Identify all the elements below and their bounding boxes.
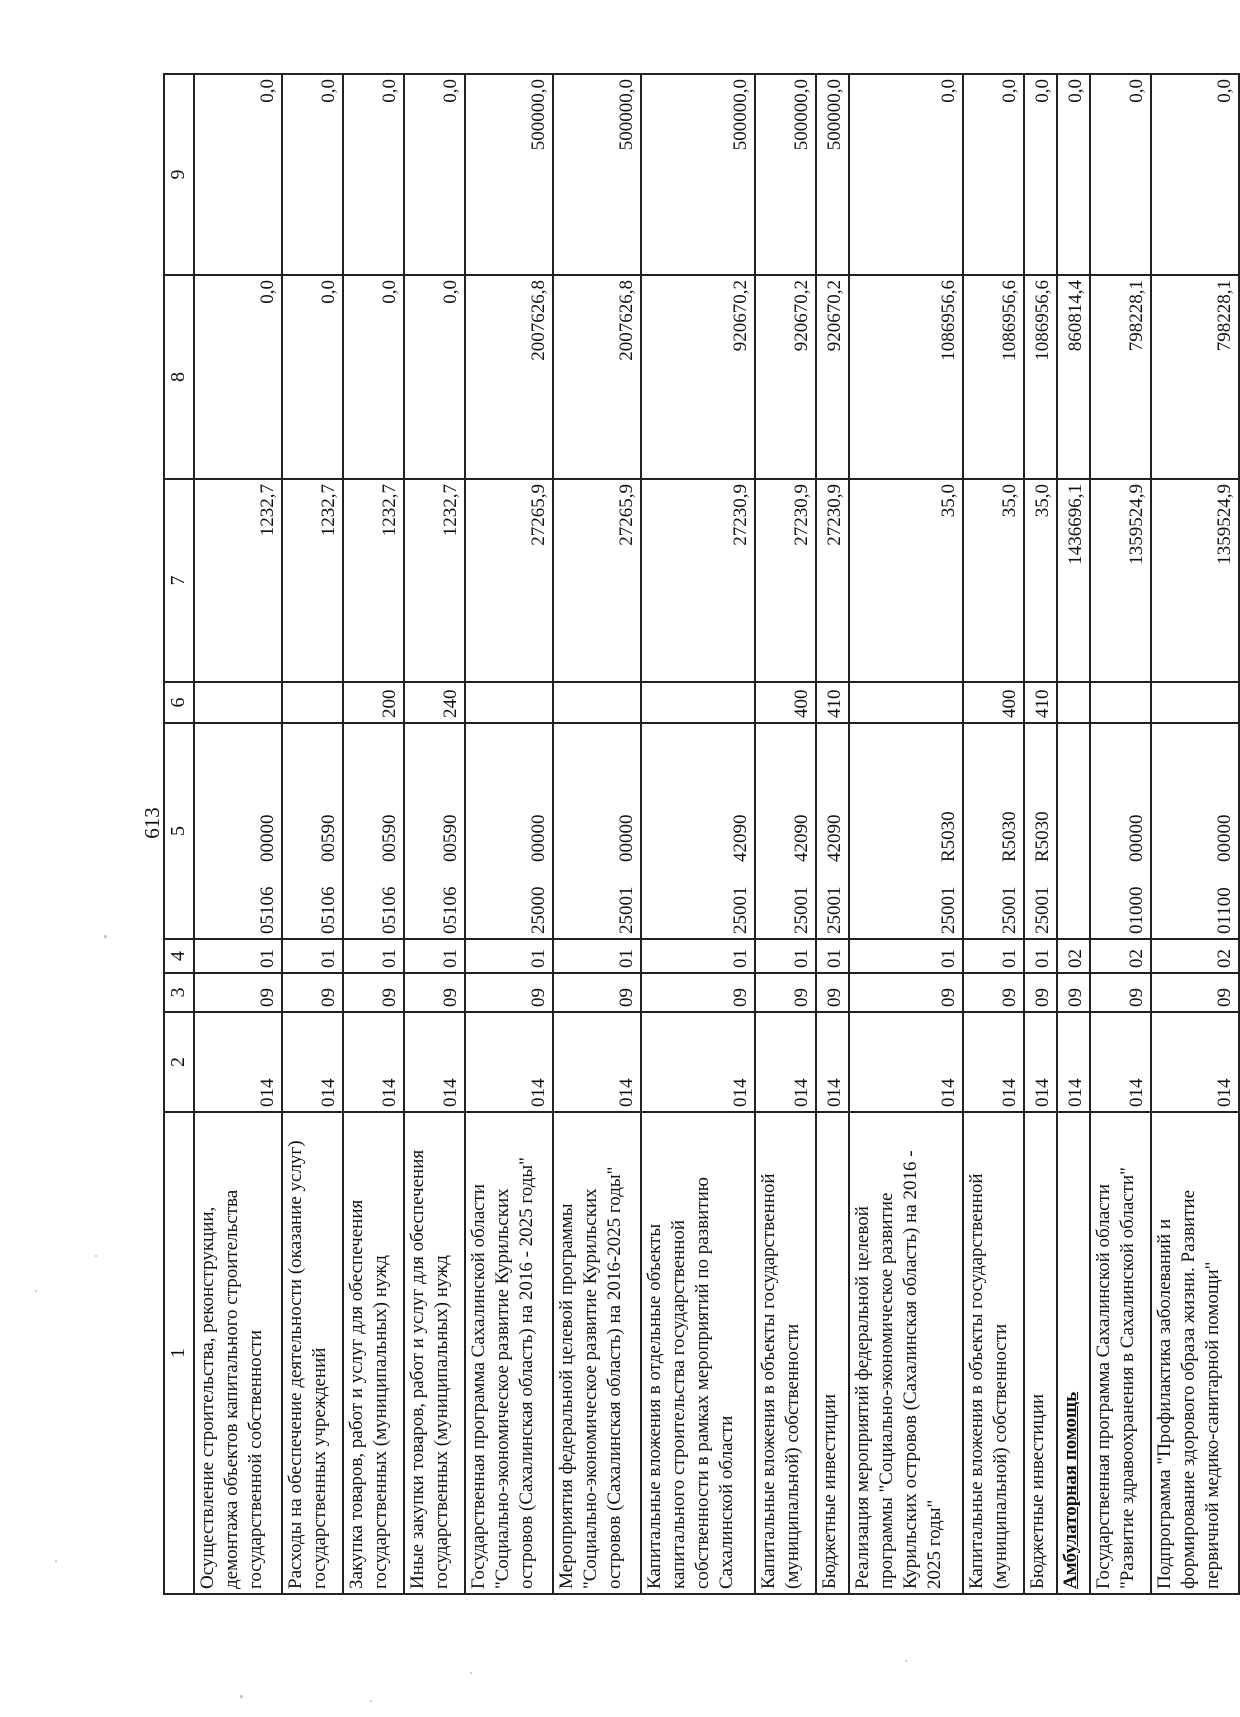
- row-name: Осуществление строительства, реконструкции, демонтажа объектов капитального строительства государственной собственности: [194, 1112, 282, 1594]
- row-subsection-code: 01: [553, 939, 641, 973]
- target-article-part-2: 42090: [823, 814, 845, 862]
- row-ministry-code: 014: [1090, 1012, 1151, 1112]
- table-row: [849, 74, 963, 1594]
- row-target-article: [194, 723, 282, 939]
- row-subsection-code: 01: [465, 939, 553, 973]
- row-expense-type: 240: [404, 682, 465, 723]
- row-amount-col7: 1359524,9: [1090, 479, 1151, 682]
- row-subsection-code: 01: [963, 939, 1024, 973]
- row-target-article: [1024, 723, 1057, 939]
- target-article-part-1: 05106: [317, 886, 339, 934]
- row-section-code: 09: [343, 973, 404, 1012]
- row-section-code: 09: [465, 973, 553, 1012]
- row-amount-col9: 500000,0: [641, 74, 755, 275]
- row-ministry-code: 014: [1024, 1012, 1057, 1112]
- row-amount-col8: 920670,2: [641, 275, 755, 479]
- row-subsection-code: 01: [1024, 939, 1057, 973]
- row-ministry-code: 014: [1057, 1012, 1090, 1112]
- row-subsection-code: 01: [194, 939, 282, 973]
- target-article-part-2: 00590: [439, 814, 461, 862]
- col-header-7: 7: [164, 479, 194, 682]
- target-article-part-2: 00590: [378, 814, 400, 862]
- row-section-code: 09: [816, 973, 849, 1012]
- row-target-article: [553, 723, 641, 939]
- col-header-2: 2: [164, 1012, 194, 1112]
- row-amount-col8: 1086956,6: [963, 275, 1024, 479]
- row-ministry-code: 014: [963, 1012, 1024, 1112]
- row-section-code: 09: [1024, 973, 1057, 1012]
- row-amount-col8: 0,0: [282, 275, 343, 479]
- row-section-code: 09: [849, 973, 963, 1012]
- row-target-article: [1057, 723, 1090, 939]
- scan-speck: [55, 1560, 57, 1562]
- table-row: [1024, 74, 1057, 1594]
- row-amount-col8: 0,0: [194, 275, 282, 479]
- row-subsection-code: 01: [282, 939, 343, 973]
- row-name: Иные закупки товаров, работ и услуг для обеспечения государственных (муниципальных) нужд: [404, 1112, 465, 1594]
- row-amount-col7: 27265,9: [465, 479, 553, 682]
- col-header-8: 8: [164, 275, 194, 479]
- target-article-part-1: 25001: [1031, 886, 1053, 934]
- row-ministry-code: 014: [755, 1012, 816, 1112]
- row-amount-col7: 35,0: [849, 479, 963, 682]
- header-row: [164, 74, 194, 1594]
- row-name: Реализация мероприятий федеральной целевой программы "Социально-экономическое развитие Курильских островов (Сахалинская область) на 2016 - 2025 годы": [849, 1112, 963, 1594]
- row-section-code: 09: [404, 973, 465, 1012]
- rotated-document-page: [70, 45, 1235, 1605]
- target-article-part-2: R5030: [937, 811, 959, 862]
- row-target-article: [816, 723, 849, 939]
- row-section-code: 09: [1151, 973, 1239, 1012]
- row-target-article: [755, 723, 816, 939]
- table-row: [194, 74, 282, 1594]
- row-name: Подпрограмма "Профилактика заболеваний и формирование здорового образа жизни. Развитие первичной медико-санитарной помощи": [1151, 1112, 1239, 1594]
- row-name: Капитальные вложения в объекты государственной (муниципальной) собственности: [963, 1112, 1024, 1594]
- row-amount-col9: 0,0: [1090, 74, 1151, 275]
- row-ministry-code: 014: [343, 1012, 404, 1112]
- row-amount-col8: 1086956,6: [1024, 275, 1057, 479]
- row-amount-col7: 1232,7: [194, 479, 282, 682]
- row-name: Бюджетные инвестиции: [816, 1112, 849, 1594]
- target-article-part-1: 25000: [527, 886, 549, 934]
- col-header-6: 6: [164, 682, 194, 723]
- table-row: [963, 74, 1024, 1594]
- row-target-article: [1151, 723, 1239, 939]
- target-article-part-1: 25001: [823, 886, 845, 934]
- row-expense-type: [1151, 682, 1239, 723]
- row-amount-col9: 0,0: [1057, 74, 1090, 275]
- row-ministry-code: 014: [465, 1012, 553, 1112]
- row-subsection-code: 01: [849, 939, 963, 973]
- row-amount-col8: 798228,1: [1151, 275, 1239, 479]
- target-article-part-2: R5030: [998, 811, 1020, 862]
- row-section-code: 09: [755, 973, 816, 1012]
- row-expense-type: [465, 682, 553, 723]
- row-amount-col8: 920670,2: [755, 275, 816, 479]
- row-section-code: 09: [1057, 973, 1090, 1012]
- row-subsection-code: 01: [404, 939, 465, 973]
- target-article-part-2: 00000: [527, 814, 549, 862]
- row-expense-type: [282, 682, 343, 723]
- target-article-part-1: 25001: [729, 886, 751, 934]
- row-target-article: [465, 723, 553, 939]
- target-article-part-2: 42090: [790, 814, 812, 862]
- target-article-part-2: 00000: [615, 814, 637, 862]
- scan-speck: [905, 1660, 907, 1662]
- table-row: [465, 74, 553, 1594]
- row-section-code: 09: [194, 973, 282, 1012]
- row-amount-col7: 1232,7: [343, 479, 404, 682]
- target-article-part-1: 05106: [439, 886, 461, 934]
- row-amount-col8: 2007626,8: [553, 275, 641, 479]
- col-header-9: 9: [164, 74, 194, 275]
- target-article-part-1: 05106: [256, 886, 278, 934]
- table-row: [755, 74, 816, 1594]
- target-article-part-2: 00000: [1125, 814, 1147, 862]
- row-section-code: 09: [1090, 973, 1151, 1012]
- col-header-5: 5: [164, 723, 194, 939]
- row-amount-col7: 27230,9: [641, 479, 755, 682]
- row-ministry-code: 014: [282, 1012, 343, 1112]
- row-target-article: [343, 723, 404, 939]
- row-expense-type: 200: [343, 682, 404, 723]
- row-name: Бюджетные инвестиции: [1024, 1112, 1057, 1594]
- row-target-article: [404, 723, 465, 939]
- target-article-part-2: 00000: [256, 814, 278, 862]
- row-amount-col9: 0,0: [282, 74, 343, 275]
- row-ministry-code: 014: [553, 1012, 641, 1112]
- target-article-part-1: 25001: [998, 886, 1020, 934]
- row-amount-col8: 0,0: [343, 275, 404, 479]
- row-amount-col7: 35,0: [963, 479, 1024, 682]
- row-ministry-code: 014: [194, 1012, 282, 1112]
- target-article-part-2: 00000: [1213, 814, 1235, 862]
- row-name: Капитальные вложения в объекты государственной (муниципальной) собственности: [755, 1112, 816, 1594]
- page-number: 613: [140, 807, 164, 839]
- table-row: [404, 74, 465, 1594]
- row-amount-col8: 1086956,6: [849, 275, 963, 479]
- row-amount-col8: 920670,2: [816, 275, 849, 479]
- row-expense-type: [194, 682, 282, 723]
- row-name: Государственная программа Сахалинской области "Развитие здравоохранения в Сахалинской области": [1090, 1112, 1151, 1594]
- target-article-part-1: 05106: [378, 886, 400, 934]
- row-amount-col7: 27265,9: [553, 479, 641, 682]
- row-section-code: 09: [641, 973, 755, 1012]
- row-expense-type: [641, 682, 755, 723]
- row-expense-type: 410: [816, 682, 849, 723]
- row-name: Амбулаторная помощь: [1057, 1112, 1090, 1594]
- row-amount-col8: 860814,4: [1057, 275, 1090, 479]
- table-row: [343, 74, 404, 1594]
- row-expense-type: [1057, 682, 1090, 723]
- row-amount-col9: 0,0: [1024, 74, 1057, 275]
- row-amount-col7: 27230,9: [816, 479, 849, 682]
- row-name: Расходы на обеспечение деятельности (оказание услуг) государственных учреждений: [282, 1112, 343, 1594]
- row-ministry-code: 014: [1151, 1012, 1239, 1112]
- row-amount-col7: 35,0: [1024, 479, 1057, 682]
- table-row: [641, 74, 755, 1594]
- target-article-part-1: 01100: [1213, 887, 1235, 934]
- row-target-article: [963, 723, 1024, 939]
- row-amount-col9: 0,0: [404, 74, 465, 275]
- row-subsection-code: 01: [755, 939, 816, 973]
- row-expense-type: 400: [755, 682, 816, 723]
- row-ministry-code: 014: [816, 1012, 849, 1112]
- row-section-code: 09: [553, 973, 641, 1012]
- row-expense-type: [1090, 682, 1151, 723]
- row-amount-col8: 798228,1: [1090, 275, 1151, 479]
- row-section-code: 09: [963, 973, 1024, 1012]
- target-article-part-1: 25001: [790, 886, 812, 934]
- row-amount-col9: 500000,0: [553, 74, 641, 275]
- row-amount-col9: 0,0: [1151, 74, 1239, 275]
- row-expense-type: 400: [963, 682, 1024, 723]
- row-target-article: [849, 723, 963, 939]
- col-header-3: 3: [164, 973, 194, 1012]
- row-amount-col7: 1436696,1: [1057, 479, 1090, 682]
- row-amount-col9: 0,0: [849, 74, 963, 275]
- row-subsection-code: 01: [816, 939, 849, 973]
- row-amount-col9: 0,0: [963, 74, 1024, 275]
- target-article-part-2: 00590: [317, 814, 339, 862]
- table-row: [282, 74, 343, 1594]
- row-expense-type: [553, 682, 641, 723]
- row-amount-col7: 1359524,9: [1151, 479, 1239, 682]
- row-target-article: [1090, 723, 1151, 939]
- table-row: [1090, 74, 1151, 1594]
- table-row: [1151, 74, 1239, 1594]
- target-article-part-1: 25001: [937, 886, 959, 934]
- row-amount-col9: 500000,0: [755, 74, 816, 275]
- row-amount-col9: 0,0: [343, 74, 404, 275]
- scan-speck: [240, 1695, 243, 1698]
- row-amount-col9: 500000,0: [816, 74, 849, 275]
- row-target-article: [641, 723, 755, 939]
- row-subsection-code: 01: [641, 939, 755, 973]
- target-article-part-1: 25001: [615, 886, 637, 934]
- row-amount-col9: 500000,0: [465, 74, 553, 275]
- table-row: [553, 74, 641, 1594]
- budget-table: [163, 73, 1240, 1595]
- scan-speck: [470, 1672, 472, 1674]
- row-name: Капитальные вложения в отдельные объекты капитального строительства государственной собственности в рамках мероприятий по развитию Сахалинской области: [641, 1112, 755, 1594]
- row-section-code: 09: [282, 973, 343, 1012]
- table-row: [816, 74, 849, 1594]
- row-subsection-code: 01: [343, 939, 404, 973]
- row-target-article: [282, 723, 343, 939]
- row-name: Закупка товаров, работ и услуг для обеспечения государственных (муниципальных) нужд: [343, 1112, 404, 1594]
- row-ministry-code: 014: [641, 1012, 755, 1112]
- target-article-part-2: 42090: [729, 814, 751, 862]
- row-name: Мероприятия федеральной целевой программы "Социально-экономическое развитие Курильских островов (Сахалинская область) на 2016-2025 годы": [553, 1112, 641, 1594]
- row-subsection-code: 02: [1151, 939, 1239, 973]
- target-article-part-2: R5030: [1031, 811, 1053, 862]
- row-subsection-code: 02: [1090, 939, 1151, 973]
- scan-speck: [35, 1290, 37, 1292]
- row-expense-type: 410: [1024, 682, 1057, 723]
- row-ministry-code: 014: [404, 1012, 465, 1112]
- row-amount-col7: 27230,9: [755, 479, 816, 682]
- scan-speck: [370, 1700, 372, 1702]
- col-header-1: 1: [164, 1112, 194, 1594]
- col-header-4: 4: [164, 939, 194, 973]
- row-amount-col8: 2007626,8: [465, 275, 553, 479]
- row-amount-col8: 0,0: [404, 275, 465, 479]
- row-subsection-code: 02: [1057, 939, 1090, 973]
- row-name: Государственная программа Сахалинской области "Социально-экономическое развитие Курильских островов (Сахалинская область) на 2016 - 2025 годы": [465, 1112, 553, 1594]
- target-article-part-1: 01000: [1125, 886, 1147, 934]
- table-row: [1057, 74, 1090, 1594]
- row-amount-col7: 1232,7: [282, 479, 343, 682]
- row-amount-col7: 1232,7: [404, 479, 465, 682]
- row-ministry-code: 014: [849, 1012, 963, 1112]
- row-amount-col9: 0,0: [194, 74, 282, 275]
- row-expense-type: [849, 682, 963, 723]
